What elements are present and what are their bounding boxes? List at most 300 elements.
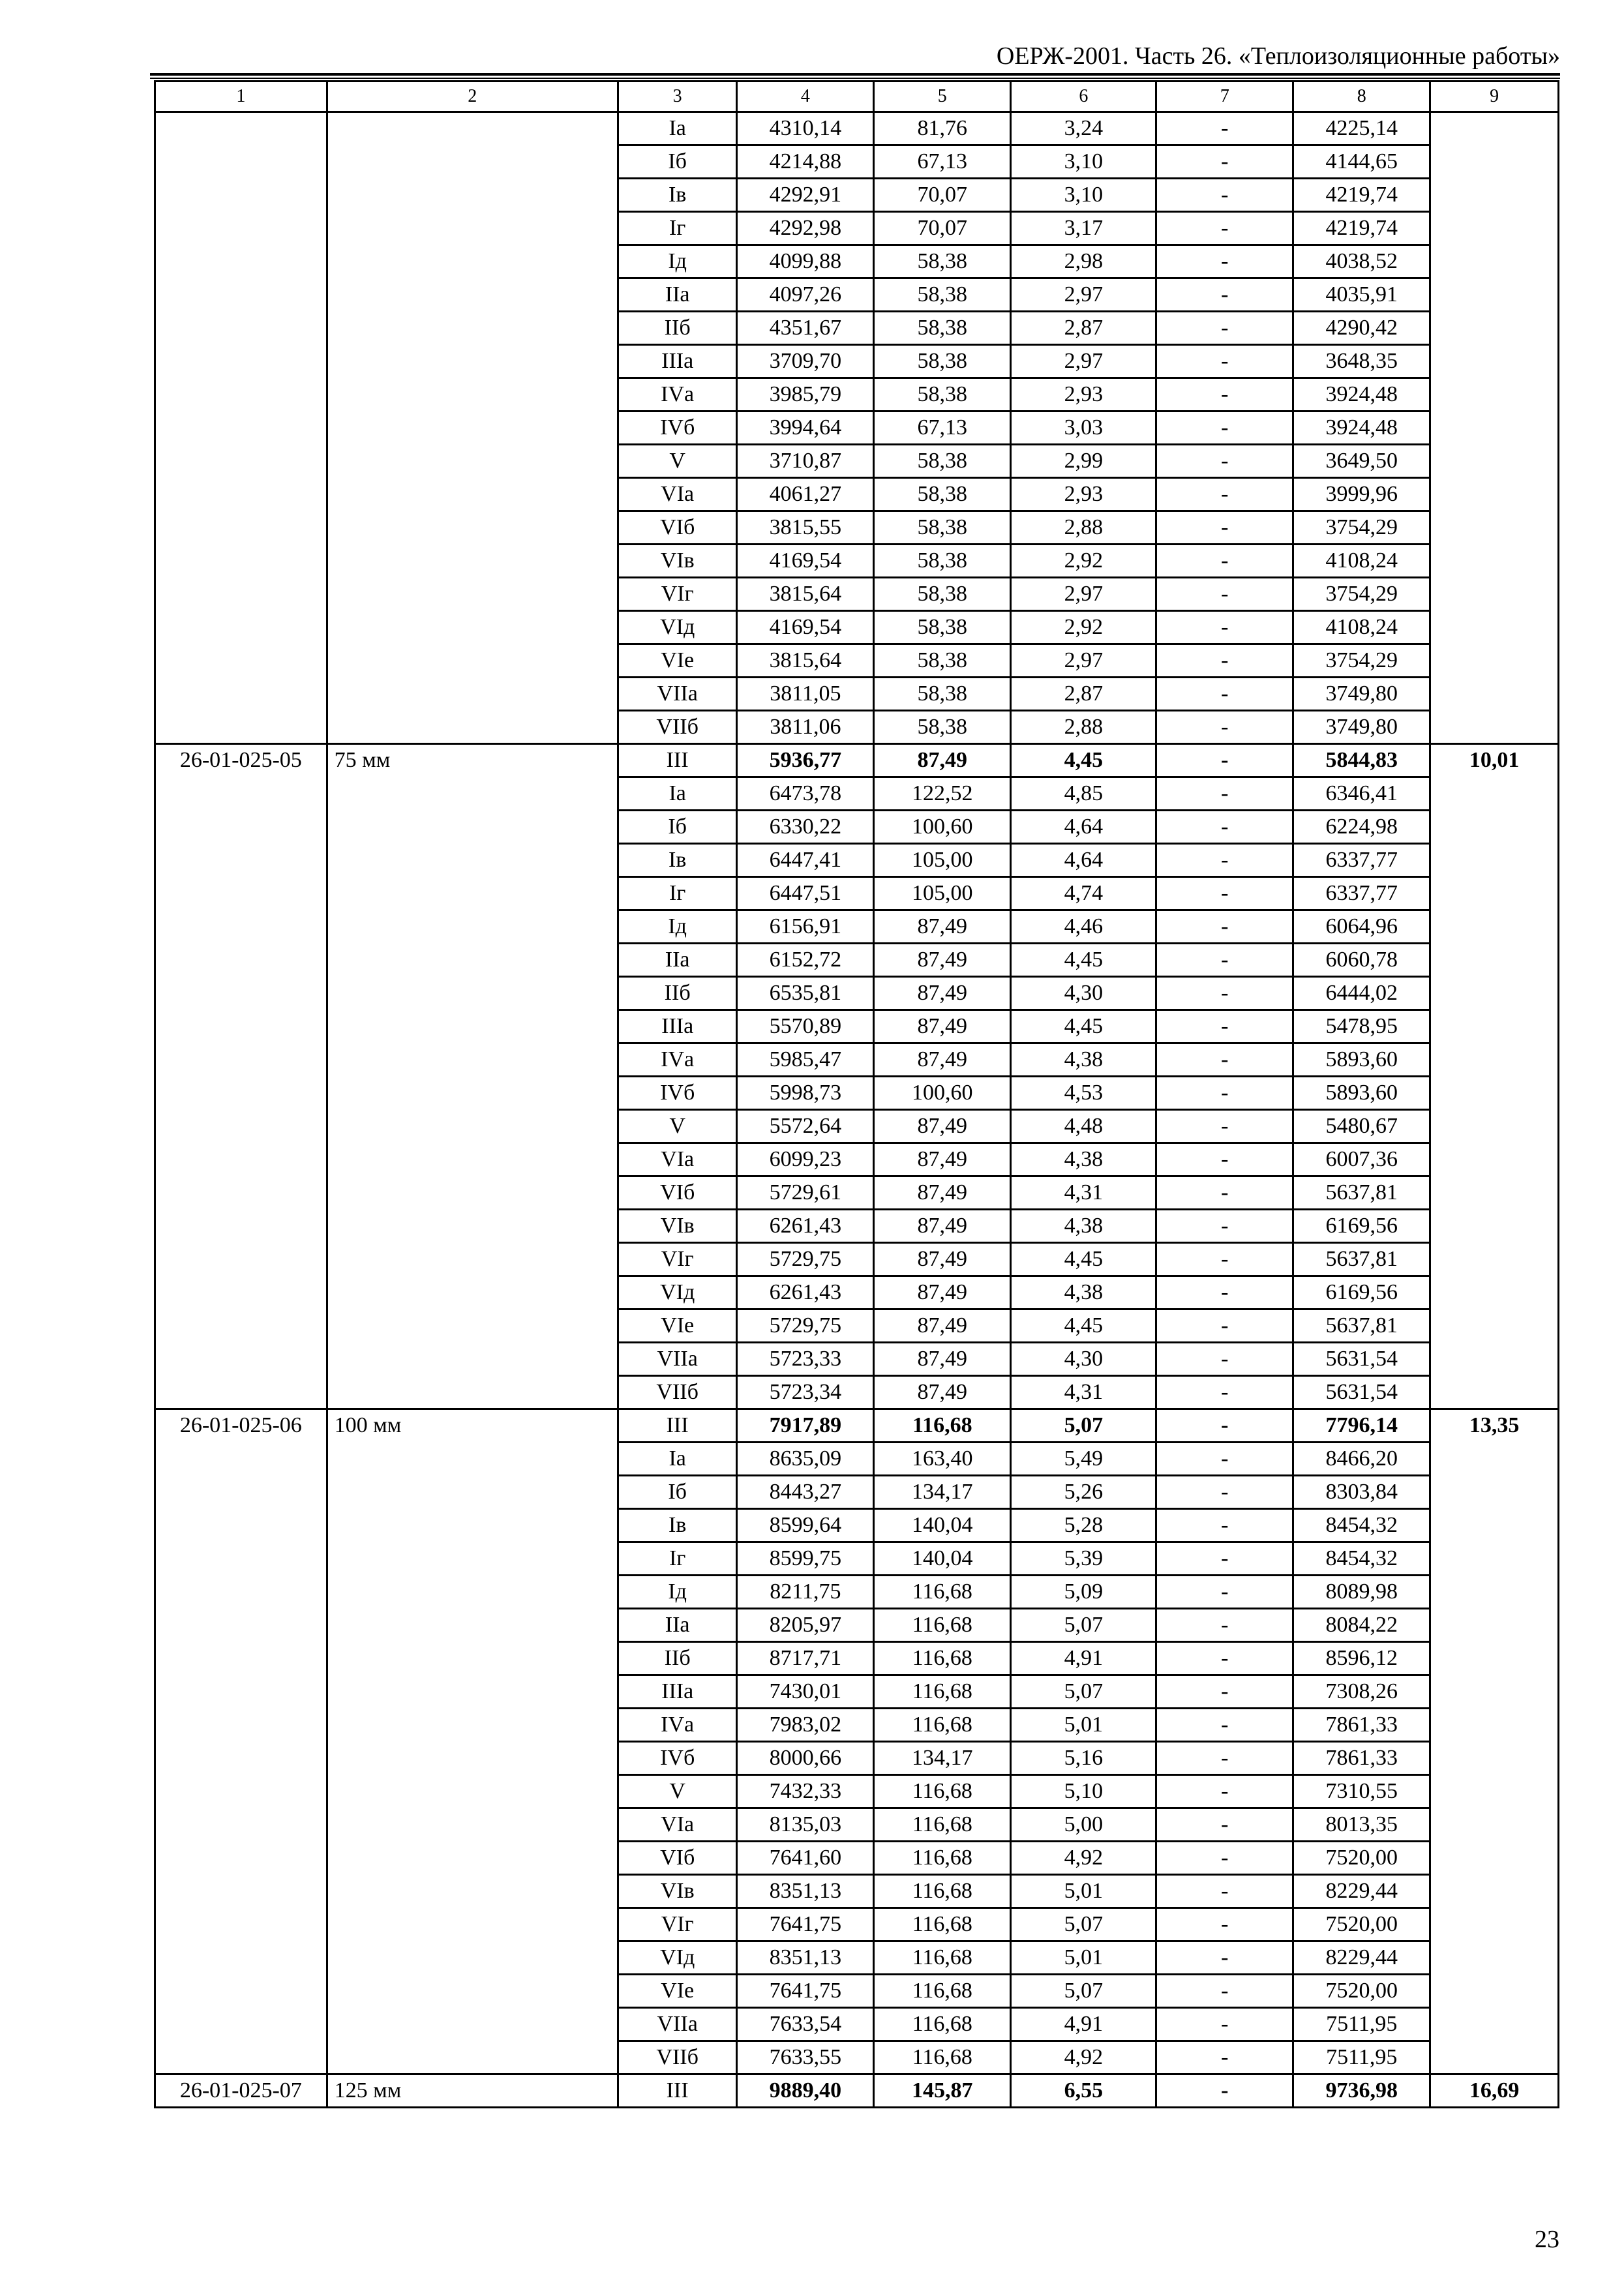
zone-cell: IIб: [618, 977, 737, 1010]
total-cost-cell: 3811,05: [737, 678, 874, 711]
machine-cost-cell: 2,98: [1011, 245, 1156, 278]
materials-cell: 4108,24: [1293, 611, 1430, 644]
total-cost-cell: 4351,67: [737, 312, 874, 345]
materials-cell: 5637,81: [1293, 1176, 1430, 1210]
machine-cost-cell: 2,87: [1011, 678, 1156, 711]
column-number: 3: [618, 82, 737, 112]
zone-cell: IIа: [618, 944, 737, 977]
table-row: [155, 1409, 1559, 1443]
materials-cell: 8466,20: [1293, 1443, 1430, 1476]
driver-wages-cell: -: [1156, 877, 1293, 910]
total-cost-cell: 9889,40: [737, 2074, 874, 2108]
machine-cost-cell: 4,31: [1011, 1176, 1156, 1210]
machine-cost-cell: 4,45: [1011, 744, 1156, 777]
wages-cell: 58,38: [874, 611, 1011, 644]
zone-cell: IIа: [618, 278, 737, 312]
total-cost-cell: 6535,81: [737, 977, 874, 1010]
driver-wages-cell: -: [1156, 744, 1293, 777]
zone-cell: Iв: [618, 844, 737, 877]
wages-cell: 122,52: [874, 777, 1011, 811]
zone-cell: Iг: [618, 1542, 737, 1576]
wages-cell: 87,49: [874, 744, 1011, 777]
zone-cell: VIа: [618, 478, 737, 511]
total-cost-cell: 3994,64: [737, 411, 874, 445]
wages-cell: 58,38: [874, 312, 1011, 345]
materials-cell: 7520,00: [1293, 1908, 1430, 1941]
machine-cost-cell: 4,31: [1011, 1376, 1156, 1409]
wages-cell: 58,38: [874, 445, 1011, 478]
table-row: [155, 2074, 1559, 2108]
wages-cell: 70,07: [874, 179, 1011, 212]
zone-cell: V: [618, 445, 737, 478]
materials-cell: 8454,32: [1293, 1542, 1430, 1576]
zone-cell: VIа: [618, 1808, 737, 1842]
total-cost-cell: 7641,60: [737, 1842, 874, 1875]
machine-cost-cell: 5,49: [1011, 1443, 1156, 1476]
total-cost-cell: 3709,70: [737, 345, 874, 378]
zone-cell: VIв: [618, 545, 737, 578]
driver-wages-cell: -: [1156, 112, 1293, 145]
driver-wages-cell: -: [1156, 1509, 1293, 1542]
labor-cost-cell: 10,01: [1430, 744, 1559, 1409]
total-cost-cell: 6099,23: [737, 1143, 874, 1176]
total-cost-cell: 3815,55: [737, 511, 874, 545]
total-cost-cell: 4097,26: [737, 278, 874, 312]
machine-cost-cell: 5,39: [1011, 1542, 1156, 1576]
column-number: 4: [737, 82, 874, 112]
page-number: 23: [1535, 2226, 1559, 2253]
total-cost-cell: 8443,27: [737, 1476, 874, 1509]
wages-cell: 163,40: [874, 1443, 1011, 1476]
zone-cell: IIIа: [618, 1010, 737, 1043]
machine-cost-cell: 5,07: [1011, 1975, 1156, 2008]
materials-cell: 3754,29: [1293, 644, 1430, 678]
machine-cost-cell: 2,97: [1011, 578, 1156, 611]
materials-cell: 5637,81: [1293, 1243, 1430, 1276]
driver-wages-cell: -: [1156, 1409, 1293, 1443]
driver-wages-cell: -: [1156, 1077, 1293, 1110]
machine-cost-cell: 4,45: [1011, 944, 1156, 977]
column-number: 2: [327, 82, 618, 112]
zone-cell: VIIа: [618, 2008, 737, 2041]
driver-wages-cell: -: [1156, 977, 1293, 1010]
zone-cell: V: [618, 1110, 737, 1143]
norm-code-cell: 26-01-025-06: [155, 1409, 327, 2074]
total-cost-cell: 6261,43: [737, 1276, 874, 1309]
total-cost-cell: 8635,09: [737, 1443, 874, 1476]
table-body: [155, 82, 1559, 2108]
zone-cell: VIIб: [618, 1376, 737, 1409]
column-number-row: [155, 82, 1559, 112]
zone-cell: VIв: [618, 1210, 737, 1243]
materials-cell: 4038,52: [1293, 245, 1430, 278]
zone-cell: VIIа: [618, 1343, 737, 1376]
driver-wages-cell: -: [1156, 1309, 1293, 1343]
materials-cell: 7310,55: [1293, 1775, 1430, 1808]
thickness-cell: 125 мм: [327, 2074, 618, 2108]
wages-cell: 87,49: [874, 1309, 1011, 1343]
total-cost-cell: 8205,97: [737, 1609, 874, 1642]
total-cost-cell: 5729,75: [737, 1243, 874, 1276]
wages-cell: 116,68: [874, 1409, 1011, 1443]
driver-wages-cell: -: [1156, 1110, 1293, 1143]
machine-cost-cell: 2,93: [1011, 378, 1156, 411]
materials-cell: 8089,98: [1293, 1576, 1430, 1609]
driver-wages-cell: -: [1156, 1842, 1293, 1875]
machine-cost-cell: 4,92: [1011, 2041, 1156, 2074]
wages-cell: 105,00: [874, 877, 1011, 910]
total-cost-cell: 7641,75: [737, 1908, 874, 1941]
materials-cell: 6064,96: [1293, 910, 1430, 944]
driver-wages-cell: -: [1156, 1675, 1293, 1709]
wages-cell: 87,49: [874, 1210, 1011, 1243]
zone-cell: VIб: [618, 1176, 737, 1210]
wages-cell: 134,17: [874, 1476, 1011, 1509]
machine-cost-cell: 4,85: [1011, 777, 1156, 811]
driver-wages-cell: -: [1156, 1376, 1293, 1409]
wages-cell: 116,68: [874, 1875, 1011, 1908]
machine-cost-cell: 4,53: [1011, 1077, 1156, 1110]
materials-cell: 4035,91: [1293, 278, 1430, 312]
machine-cost-cell: 3,17: [1011, 212, 1156, 245]
zone-cell: VIд: [618, 611, 737, 644]
wages-cell: 58,38: [874, 545, 1011, 578]
total-cost-cell: 4292,98: [737, 212, 874, 245]
wages-cell: 58,38: [874, 711, 1011, 744]
driver-wages-cell: -: [1156, 545, 1293, 578]
wages-cell: 116,68: [874, 2041, 1011, 2074]
wages-cell: 100,60: [874, 1077, 1011, 1110]
materials-cell: 3924,48: [1293, 378, 1430, 411]
materials-cell: 5478,95: [1293, 1010, 1430, 1043]
machine-cost-cell: 4,91: [1011, 1642, 1156, 1675]
machine-cost-cell: 5,07: [1011, 1409, 1156, 1443]
zone-cell: IVб: [618, 1742, 737, 1775]
zone-cell: IIб: [618, 1642, 737, 1675]
driver-wages-cell: -: [1156, 445, 1293, 478]
machine-cost-cell: 4,74: [1011, 877, 1156, 910]
zone-cell: VIе: [618, 644, 737, 678]
machine-cost-cell: 4,45: [1011, 1309, 1156, 1343]
wages-cell: 58,38: [874, 378, 1011, 411]
machine-cost-cell: 5,01: [1011, 1709, 1156, 1742]
total-cost-cell: 5729,75: [737, 1309, 874, 1343]
total-cost-cell: 5729,61: [737, 1176, 874, 1210]
total-cost-cell: 8135,03: [737, 1808, 874, 1842]
total-cost-cell: 5572,64: [737, 1110, 874, 1143]
total-cost-cell: 5723,33: [737, 1343, 874, 1376]
total-cost-cell: 8211,75: [737, 1576, 874, 1609]
machine-cost-cell: 5,26: [1011, 1476, 1156, 1509]
wages-cell: 145,87: [874, 2074, 1011, 2108]
zone-cell: VIе: [618, 1975, 737, 2008]
zone-cell: Iд: [618, 1576, 737, 1609]
materials-cell: 7520,00: [1293, 1842, 1430, 1875]
wages-cell: 58,38: [874, 345, 1011, 378]
zone-cell: Iв: [618, 1509, 737, 1542]
total-cost-cell: 4214,88: [737, 145, 874, 179]
zone-cell: Iб: [618, 811, 737, 844]
machine-cost-cell: 3,03: [1011, 411, 1156, 445]
materials-cell: 6337,77: [1293, 877, 1430, 910]
zone-cell: IIIа: [618, 1675, 737, 1709]
materials-cell: 3649,50: [1293, 445, 1430, 478]
total-cost-cell: 4292,91: [737, 179, 874, 212]
driver-wages-cell: -: [1156, 678, 1293, 711]
machine-cost-cell: 5,00: [1011, 1808, 1156, 1842]
zone-cell: III: [618, 2074, 737, 2108]
wages-cell: 58,38: [874, 578, 1011, 611]
machine-cost-cell: 5,01: [1011, 1941, 1156, 1975]
wages-cell: 58,38: [874, 511, 1011, 545]
driver-wages-cell: -: [1156, 1143, 1293, 1176]
materials-cell: 6346,41: [1293, 777, 1430, 811]
wages-cell: 87,49: [874, 910, 1011, 944]
driver-wages-cell: -: [1156, 212, 1293, 245]
materials-cell: 5893,60: [1293, 1043, 1430, 1077]
materials-cell: 4144,65: [1293, 145, 1430, 179]
driver-wages-cell: -: [1156, 1010, 1293, 1043]
materials-cell: 7796,14: [1293, 1409, 1430, 1443]
machine-cost-cell: 2,97: [1011, 644, 1156, 678]
materials-cell: 6337,77: [1293, 844, 1430, 877]
wages-cell: 87,49: [874, 1243, 1011, 1276]
machine-cost-cell: 4,38: [1011, 1143, 1156, 1176]
machine-cost-cell: 2,92: [1011, 611, 1156, 644]
machine-cost-cell: 3,10: [1011, 179, 1156, 212]
zone-cell: IVа: [618, 378, 737, 411]
wages-cell: 116,68: [874, 2008, 1011, 2041]
machine-cost-cell: 4,64: [1011, 844, 1156, 877]
wages-cell: 116,68: [874, 1941, 1011, 1975]
driver-wages-cell: -: [1156, 1875, 1293, 1908]
wages-cell: 116,68: [874, 1709, 1011, 1742]
machine-cost-cell: 4,30: [1011, 1343, 1156, 1376]
wages-cell: 67,13: [874, 145, 1011, 179]
machine-cost-cell: 5,07: [1011, 1675, 1156, 1709]
zone-cell: IVа: [618, 1709, 737, 1742]
wages-cell: 100,60: [874, 811, 1011, 844]
total-cost-cell: 3815,64: [737, 578, 874, 611]
total-cost-cell: 5985,47: [737, 1043, 874, 1077]
total-cost-cell: 5723,34: [737, 1376, 874, 1409]
total-cost-cell: 4099,88: [737, 245, 874, 278]
materials-cell: 8084,22: [1293, 1609, 1430, 1642]
driver-wages-cell: -: [1156, 1210, 1293, 1243]
column-number: 5: [874, 82, 1011, 112]
table-row: [155, 112, 1559, 145]
machine-cost-cell: 5,10: [1011, 1775, 1156, 1808]
driver-wages-cell: -: [1156, 777, 1293, 811]
wages-cell: 87,49: [874, 944, 1011, 977]
column-number: 8: [1293, 82, 1430, 112]
driver-wages-cell: -: [1156, 145, 1293, 179]
norm-code-cell: 26-01-025-07: [155, 2074, 327, 2108]
driver-wages-cell: -: [1156, 578, 1293, 611]
machine-cost-cell: 4,45: [1011, 1010, 1156, 1043]
total-cost-cell: 7917,89: [737, 1409, 874, 1443]
driver-wages-cell: -: [1156, 1276, 1293, 1309]
wages-cell: 116,68: [874, 1576, 1011, 1609]
thickness-cell: 75 мм: [327, 744, 618, 1409]
column-number: 9: [1430, 82, 1559, 112]
driver-wages-cell: -: [1156, 1443, 1293, 1476]
machine-cost-cell: 2,93: [1011, 478, 1156, 511]
materials-cell: 4108,24: [1293, 545, 1430, 578]
running-header: [150, 38, 1560, 77]
materials-cell: 4290,42: [1293, 312, 1430, 345]
header-rule: [150, 73, 1560, 76]
driver-wages-cell: -: [1156, 2074, 1293, 2108]
zone-cell: VIд: [618, 1276, 737, 1309]
machine-cost-cell: 2,97: [1011, 345, 1156, 378]
driver-wages-cell: -: [1156, 2041, 1293, 2074]
zone-cell: VIд: [618, 1941, 737, 1975]
wages-cell: 58,38: [874, 478, 1011, 511]
driver-wages-cell: -: [1156, 611, 1293, 644]
machine-cost-cell: 3,10: [1011, 145, 1156, 179]
driver-wages-cell: -: [1156, 278, 1293, 312]
total-cost-cell: 7633,55: [737, 2041, 874, 2074]
materials-cell: 4219,74: [1293, 179, 1430, 212]
zone-cell: Iв: [618, 179, 737, 212]
wages-cell: 87,49: [874, 1110, 1011, 1143]
zone-cell: Iа: [618, 777, 737, 811]
machine-cost-cell: 6,55: [1011, 2074, 1156, 2108]
zone-cell: VIIб: [618, 711, 737, 744]
wages-cell: 134,17: [874, 1742, 1011, 1775]
norm-code-cell: [155, 112, 327, 744]
driver-wages-cell: -: [1156, 1808, 1293, 1842]
total-cost-cell: 3815,64: [737, 644, 874, 678]
materials-cell: 3754,29: [1293, 511, 1430, 545]
materials-cell: 3754,29: [1293, 578, 1430, 611]
total-cost-cell: 6473,78: [737, 777, 874, 811]
wages-cell: 67,13: [874, 411, 1011, 445]
wages-cell: 116,68: [874, 1975, 1011, 2008]
zone-cell: Iд: [618, 245, 737, 278]
wages-cell: 81,76: [874, 112, 1011, 145]
total-cost-cell: 4169,54: [737, 545, 874, 578]
machine-cost-cell: 5,16: [1011, 1742, 1156, 1775]
zone-cell: VIе: [618, 1309, 737, 1343]
materials-cell: 7308,26: [1293, 1675, 1430, 1709]
wages-cell: 116,68: [874, 1675, 1011, 1709]
machine-cost-cell: 4,38: [1011, 1276, 1156, 1309]
total-cost-cell: 5936,77: [737, 744, 874, 777]
driver-wages-cell: -: [1156, 312, 1293, 345]
labor-cost-cell: 13,35: [1430, 1409, 1559, 2074]
machine-cost-cell: 5,28: [1011, 1509, 1156, 1542]
materials-cell: 9736,98: [1293, 2074, 1430, 2108]
machine-cost-cell: 4,91: [1011, 2008, 1156, 2041]
driver-wages-cell: -: [1156, 245, 1293, 278]
total-cost-cell: 4169,54: [737, 611, 874, 644]
materials-cell: 3749,80: [1293, 711, 1430, 744]
zone-cell: VIв: [618, 1875, 737, 1908]
driver-wages-cell: -: [1156, 1908, 1293, 1941]
zone-cell: Iа: [618, 112, 737, 145]
wages-cell: 58,38: [874, 245, 1011, 278]
machine-cost-cell: 4,48: [1011, 1110, 1156, 1143]
column-number: 6: [1011, 82, 1156, 112]
machine-cost-cell: 4,92: [1011, 1842, 1156, 1875]
machine-cost-cell: 4,45: [1011, 1243, 1156, 1276]
machine-cost-cell: 2,88: [1011, 511, 1156, 545]
zone-cell: VIа: [618, 1143, 737, 1176]
materials-cell: 7861,33: [1293, 1742, 1430, 1775]
total-cost-cell: 8000,66: [737, 1742, 874, 1775]
materials-cell: 3999,96: [1293, 478, 1430, 511]
driver-wages-cell: -: [1156, 1542, 1293, 1576]
driver-wages-cell: -: [1156, 1775, 1293, 1808]
driver-wages-cell: -: [1156, 478, 1293, 511]
zone-cell: VIб: [618, 1842, 737, 1875]
materials-cell: 7520,00: [1293, 1975, 1430, 2008]
total-cost-cell: 7641,75: [737, 1975, 874, 2008]
machine-cost-cell: 2,92: [1011, 545, 1156, 578]
materials-cell: 6444,02: [1293, 977, 1430, 1010]
total-cost-cell: 7633,54: [737, 2008, 874, 2041]
driver-wages-cell: -: [1156, 910, 1293, 944]
wages-cell: 87,49: [874, 1010, 1011, 1043]
driver-wages-cell: -: [1156, 944, 1293, 977]
wages-cell: 87,49: [874, 1143, 1011, 1176]
wages-cell: 70,07: [874, 212, 1011, 245]
price-table: [154, 80, 1559, 2108]
thickness-cell: 100 мм: [327, 1409, 618, 2074]
materials-cell: 5480,67: [1293, 1110, 1430, 1143]
total-cost-cell: 7432,33: [737, 1775, 874, 1808]
total-cost-cell: 3985,79: [737, 378, 874, 411]
total-cost-cell: 3710,87: [737, 445, 874, 478]
driver-wages-cell: -: [1156, 1043, 1293, 1077]
driver-wages-cell: -: [1156, 1576, 1293, 1609]
materials-cell: 8229,44: [1293, 1941, 1430, 1975]
total-cost-cell: 8351,13: [737, 1941, 874, 1975]
zone-cell: IIIа: [618, 345, 737, 378]
total-cost-cell: 7430,01: [737, 1675, 874, 1709]
zone-cell: Iг: [618, 212, 737, 245]
driver-wages-cell: -: [1156, 644, 1293, 678]
machine-cost-cell: 4,38: [1011, 1043, 1156, 1077]
machine-cost-cell: 5,07: [1011, 1609, 1156, 1642]
machine-cost-cell: 5,07: [1011, 1908, 1156, 1941]
zone-cell: VIб: [618, 511, 737, 545]
wages-cell: 116,68: [874, 1908, 1011, 1941]
zone-cell: Iг: [618, 877, 737, 910]
column-number: 1: [155, 82, 327, 112]
wages-cell: 87,49: [874, 1043, 1011, 1077]
labor-cost-cell: [1430, 112, 1559, 744]
norm-code-cell: 26-01-025-05: [155, 744, 327, 1409]
materials-cell: 8013,35: [1293, 1808, 1430, 1842]
machine-cost-cell: 5,09: [1011, 1576, 1156, 1609]
driver-wages-cell: -: [1156, 1975, 1293, 2008]
total-cost-cell: 8599,64: [737, 1509, 874, 1542]
total-cost-cell: 8717,71: [737, 1642, 874, 1675]
materials-cell: 5893,60: [1293, 1077, 1430, 1110]
driver-wages-cell: -: [1156, 179, 1293, 212]
materials-cell: 8454,32: [1293, 1509, 1430, 1542]
materials-cell: 4219,74: [1293, 212, 1430, 245]
zone-cell: IVб: [618, 1077, 737, 1110]
wages-cell: 116,68: [874, 1775, 1011, 1808]
header-rule-thin: [150, 78, 1560, 79]
machine-cost-cell: 2,87: [1011, 312, 1156, 345]
machine-cost-cell: 3,24: [1011, 112, 1156, 145]
zone-cell: IVа: [618, 1043, 737, 1077]
